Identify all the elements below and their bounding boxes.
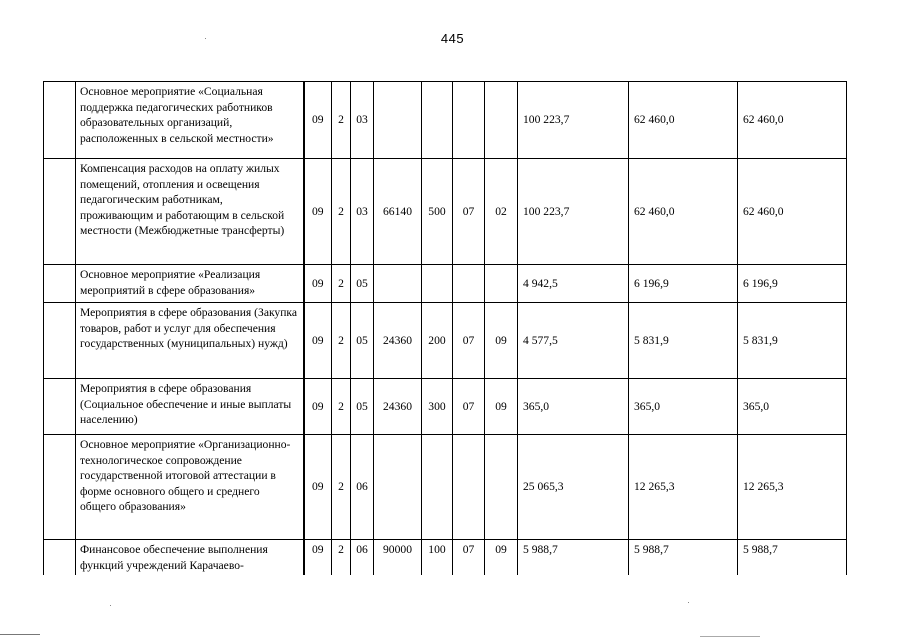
direction-code: 90000 [374, 540, 422, 576]
amount-year-2: 62 460,0 [629, 159, 738, 265]
blank-cell [44, 303, 76, 379]
gp-code: 09 [304, 379, 332, 435]
budget-table [43, 81, 847, 575]
scan-speck [688, 602, 689, 603]
scan-artifact [700, 636, 760, 637]
amount-year-1: 100 223,7 [518, 82, 629, 159]
subsection-code: 09 [485, 379, 518, 435]
row-name: Основное мероприятие «Социальная поддержка педагогических работников образовательных организаций, расположенных в сельской местности» [76, 82, 304, 159]
expense-type-code: 100 [422, 540, 453, 576]
amount-year-1: 5 988,7 [518, 540, 629, 576]
amount-year-3: 62 460,0 [738, 82, 847, 159]
blank-cell [44, 265, 76, 303]
expense-type-code: 200 [422, 303, 453, 379]
blank-cell [44, 159, 76, 265]
om-code: 03 [351, 82, 374, 159]
direction-code [374, 265, 422, 303]
blank-cell [44, 435, 76, 540]
expense-type-code: 500 [422, 159, 453, 265]
direction-code: 66140 [374, 159, 422, 265]
om-code: 06 [351, 435, 374, 540]
amount-year-2: 5 831,9 [629, 303, 738, 379]
row-name: Основное мероприятие «Организационно-технологическое сопровождение государственной итоговой аттестации в форме основного общего и среднего общего образования» [76, 435, 304, 540]
amount-year-3: 365,0 [738, 379, 847, 435]
amount-year-1: 365,0 [518, 379, 629, 435]
row-name: Мероприятия в сфере образования (Социальное обеспечение и иные выплаты населению) [76, 379, 304, 435]
amount-year-3: 62 460,0 [738, 159, 847, 265]
direction-code: 24360 [374, 303, 422, 379]
amount-year-1: 4 577,5 [518, 303, 629, 379]
gp-code: 09 [304, 303, 332, 379]
gp-code: 09 [304, 82, 332, 159]
row-name: Основное мероприятие «Реализация мероприятий в сфере образования» [76, 265, 304, 303]
table-row [44, 82, 847, 159]
pp-code: 2 [332, 435, 351, 540]
gp-code: 09 [304, 540, 332, 576]
expense-type-code [422, 435, 453, 540]
amount-year-1: 4 942,5 [518, 265, 629, 303]
amount-year-3: 5 988,7 [738, 540, 847, 576]
om-code: 03 [351, 159, 374, 265]
direction-code: 24360 [374, 379, 422, 435]
blank-cell [44, 540, 76, 576]
blank-cell [44, 379, 76, 435]
row-name: Компенсация расходов на оплату жилых помещений, отопления и освещения педагогическим работникам, проживающим и работающим в сельской местности (Межбюджетные трансферты) [76, 159, 304, 265]
subsection-code [485, 82, 518, 159]
subsection-code [485, 435, 518, 540]
subsection-code [485, 265, 518, 303]
row-name: Мероприятия в сфере образования (Закупка товаров, работ и услуг для обеспечения государственных (муниципальных) нужд) [76, 303, 304, 379]
amount-year-3: 12 265,3 [738, 435, 847, 540]
amount-year-2: 5 988,7 [629, 540, 738, 576]
om-code: 06 [351, 540, 374, 576]
pp-code: 2 [332, 265, 351, 303]
om-code: 05 [351, 379, 374, 435]
section-code [453, 435, 485, 540]
gp-code: 09 [304, 159, 332, 265]
pp-code: 2 [332, 82, 351, 159]
page-number: 445 [440, 31, 465, 46]
pp-code: 2 [332, 379, 351, 435]
table-row [44, 379, 847, 435]
scan-artifact [0, 634, 40, 635]
amount-year-3: 5 831,9 [738, 303, 847, 379]
section-code: 07 [453, 303, 485, 379]
amount-year-1: 100 223,7 [518, 159, 629, 265]
subsection-code: 09 [485, 303, 518, 379]
expense-type-code [422, 82, 453, 159]
subsection-code: 02 [485, 159, 518, 265]
table-row [44, 435, 847, 540]
om-code: 05 [351, 303, 374, 379]
subsection-code: 09 [485, 540, 518, 576]
pp-code: 2 [332, 303, 351, 379]
blank-cell [44, 82, 76, 159]
om-code: 05 [351, 265, 374, 303]
section-code: 07 [453, 540, 485, 576]
amount-year-2: 6 196,9 [629, 265, 738, 303]
scan-speck [110, 605, 111, 606]
direction-code [374, 435, 422, 540]
table-row [44, 303, 847, 379]
pp-code: 2 [332, 540, 351, 576]
row-name: Финансовое обеспечение выполнения функций учреждений Карачаево- [76, 540, 304, 576]
gp-code: 09 [304, 435, 332, 540]
amount-year-3: 6 196,9 [738, 265, 847, 303]
table-row [44, 159, 847, 265]
section-code: 07 [453, 379, 485, 435]
section-code [453, 265, 485, 303]
amount-year-2: 365,0 [629, 379, 738, 435]
expense-type-code: 300 [422, 379, 453, 435]
pp-code: 2 [332, 159, 351, 265]
amount-year-2: 62 460,0 [629, 82, 738, 159]
direction-code [374, 82, 422, 159]
section-code: 07 [453, 159, 485, 265]
section-code [453, 82, 485, 159]
scan-speck [205, 38, 206, 39]
table-row [44, 540, 847, 576]
gp-code: 09 [304, 265, 332, 303]
amount-year-2: 12 265,3 [629, 435, 738, 540]
amount-year-1: 25 065,3 [518, 435, 629, 540]
expense-type-code [422, 265, 453, 303]
table-row [44, 265, 847, 303]
